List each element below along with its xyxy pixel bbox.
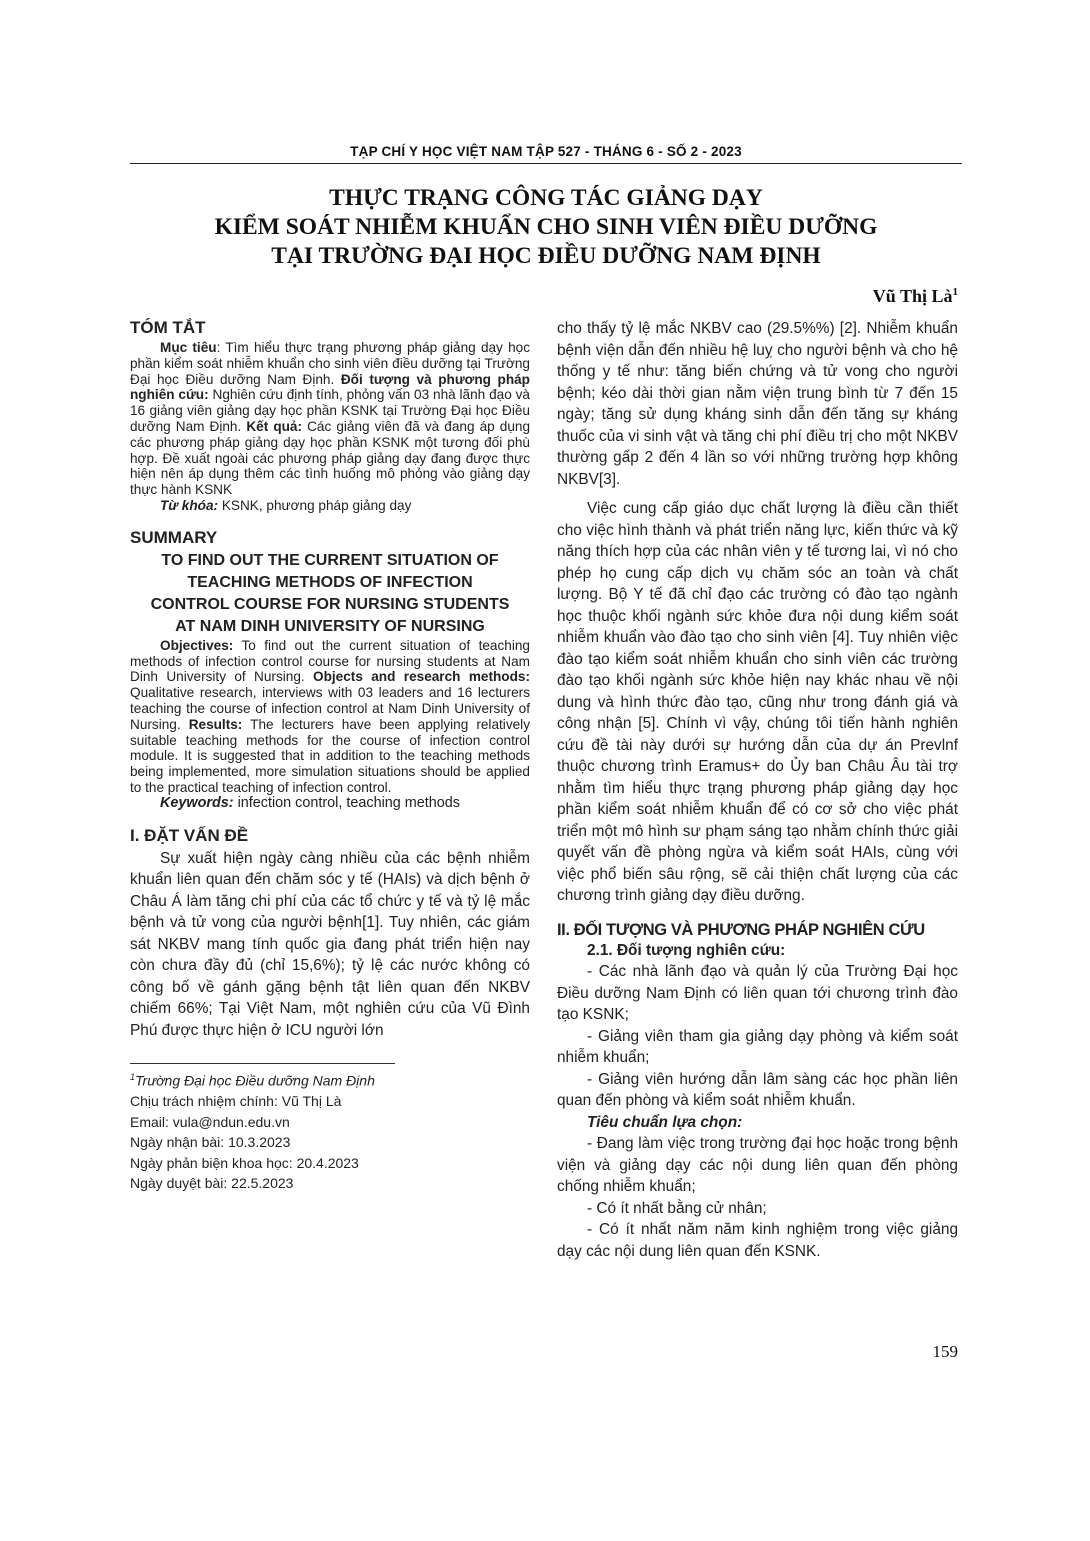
objective-label: Mục tiêu (160, 340, 217, 355)
left-column (130, 318, 530, 1194)
summary-title-line-2: TEACHING METHODS OF INFECTION (187, 573, 473, 591)
author-name: Vũ Thị Là (872, 286, 953, 306)
subject-item-1: - Các nhà lãnh đạo và quản lý của Trường Đại học Điều dưỡng Nam Định có liên quan tới chương trình đào tạo KSNK; (557, 963, 958, 1023)
title-line-1: THỰC TRẠNG CÔNG TÁC GIẢNG DẠY (329, 185, 763, 211)
title-line-3: TẠI TRƯỜNG ĐẠI HỌC ĐIỀU DƯỠNG NAM ĐỊNH (271, 243, 821, 269)
abstract-vi-body (130, 340, 530, 498)
keywords-en-label: Keywords: (160, 794, 234, 811)
section-1-heading: I. ĐẶT VẤN ĐỀ (130, 825, 249, 845)
criteria-item-3: - Có ít nhất năm năm kinh nghiệm trong việc giảng dạy các nội dung liên quan đến KSNK. (557, 1221, 958, 1260)
methods-text: Nghiên cứu định tính, phỏng vấn 03 nhà lãnh đạo và 16 giảng viên giảng dạy học phần KSNK tại Trường Đại học Điều dưỡng Nam Định. (130, 387, 530, 434)
footnote-email: Email: vula@ndun.edu.vn (130, 1113, 290, 1130)
criteria-heading: Tiêu chuẩn lựa chọn: (587, 1113, 743, 1131)
keywords-en-text: infection control, teaching methods (233, 794, 460, 811)
subject-item-3: - Giảng viên hướng dẫn lâm sàng các học phần liên quan đến phòng và kiểm soát nhiễm khuẩn. (557, 1070, 958, 1109)
right-column (557, 318, 958, 1262)
section-1-continuation: cho thấy tỷ lệ mắc NKBV cao (29.5%%) [2]. Nhiễm khuẩn bệnh viện dẫn đến nhiều hệ luỵ cho người bệnh và cho hệ thống y tế như: tăng biến chứng và tử vong cho người bệnh; kéo dài thời gian nằm viện trung bình từ 7 đến 15 ngày; tăng sử dụng kháng sinh dẫn đến tăng sự kháng thuốc của vi sinh vật và tăng chi phí điều trị cho một NKBV thường gấp 2 đến 4 lần so với những trường hợp không NKBV[3]. (557, 320, 958, 488)
section-2-1-heading: 2.1. Đối tượng nghiên cứu: (587, 941, 786, 959)
footnote-reviewed: Ngày phản biện khoa học: 20.4.2023 (130, 1154, 359, 1171)
summary-title-line-3: CONTROL COURSE FOR NURSING STUDENTS (150, 595, 510, 613)
footnote-affiliation (130, 1067, 530, 1091)
subject-item-2: - Giảng viên tham gia giảng dạy phòng và kiểm soát nhiễm khuẩn; (557, 1027, 958, 1066)
footnote (130, 1067, 530, 1194)
summary-heading: SUMMARY (130, 527, 218, 547)
footnote-rule (130, 1063, 395, 1064)
summary-body (130, 638, 530, 796)
article-title (130, 184, 962, 271)
en-methods-text: Qualitative research, interviews with 03 leaders and 16 lecturers teaching the course of infection control at Nam Dinh University of Nursing. (130, 685, 530, 732)
footnote-affiliation-text: Trường Đại học Điều dưỡng Nam Định (135, 1072, 375, 1089)
keywords-vi-label: Từ khóa: (160, 497, 219, 513)
summary-title-line-4: AT NAM DINH UNIVERSITY OF NURSING (175, 617, 485, 635)
abstract-heading: TÓM TẮT (130, 318, 206, 337)
keywords-en (130, 796, 530, 812)
page-number: 159 (932, 1342, 958, 1361)
summary-title-line-1: TO FIND OUT THE CURRENT SITUATION OF (161, 551, 499, 569)
footnote-mark: 1 (130, 1072, 136, 1083)
section-1-paragraph: Sự xuất hiện ngày càng nhiều của các bệnh nhiễm khuẩn liên quan đến chăm sóc y tế (HAIs) và dịch bệnh ở Châu Á làm tăng chi phí của các tổ chức y tế và tỷ lệ mắc bệnh và tử vong của người bệnh[1]. Tuy nhiên, các giám sát NKBV mang tính quốc gia đang phát triển hiện nay còn chưa đầy đủ (chỉ 15,6%); tỷ lệ các nước không có công bố về gánh gặng bệnh tật liên quan đến NKBV chiếm 66%; Tại Việt Nam, một nghiên cứu của Vũ Đình Phú được thực hiện ở ICU người lớn (130, 849, 530, 1039)
en-methods-label: Objects and research methods: (313, 669, 530, 685)
criteria-item-1: - Đang làm việc trong trường đại học hoặc trong bệnh viện và giảng dạy các nội dung liên quan đến phòng chống nhiễm khuẩn; (557, 1135, 958, 1195)
objective-text: : Tìm hiểu thực trạng phương pháp giảng dạy học phần kiểm soát nhiễm khuẩn cho sinh viên điều dưỡng tại Trường Đại học Điều dưỡng Nam Định. (130, 340, 530, 387)
footnote-responsible: Chịu trách nhiệm chính: Vũ Thị Là (130, 1093, 342, 1110)
author-line (873, 286, 958, 307)
keywords-vi-text: KSNK, phương pháp giảng dạy (218, 497, 412, 513)
objectives-label: Objectives: (160, 637, 234, 653)
keywords-vi (130, 498, 530, 514)
methods-label: Đối tượng và phương pháp nghiên cứu: (130, 371, 530, 403)
section-1-paragraph-2: Việc cung cấp giáo dục chất lượng là điều cần thiết cho việc hình thành và phát triển năng lực, kiến thức và kỹ năng thích hợp của các nhân viên y tế tương lai, vì nó cho phép họ cung cấp dịch vụ chăm sóc an toàn và chất lượng. Bộ Y tế đã chỉ đạo các trường có đào tạo ngành học thuộc khối ngành sức khỏe đưa nội dung kiểm soát nhiễm khuẩn vào đào tạo cho sinh viên [4]. Tuy nhiên việc đào tạo kiểm soát nhiễm khuẩn cho sinh viên các trường đào tạo khối ngành sức khỏe hiện nay khác nhau về nội dung và hình thức đào tạo, cũng như trong đánh giá và công nhận [5]. Chính vì vậy, chúng tôi tiến hành nghiên cứu đề tài này dưới sự hướng dẫn của dự án Prevlnf thuộc chương trình Eramus+ do Ủy ban Châu Âu tài trợ nhằm tìm hiểu thực trạng phương pháp giảng dạy học phần kiểm soát nhiễm khuẩn để có cơ sở cho việc phát triển một mô hình sư phạm sáng tạo nhằm chính thức giải quyết vấn đề phòng ngừa và kiểm soát HAIs, cùng với việc phổ biến sâu rộng, sẽ cải thiện chất lượng của các chương trình giảng dạy điều dưỡng. (557, 500, 958, 904)
journal-header: TẠP CHÍ Y HỌC VIỆT NAM TẬP 527 - THÁNG 6 - SỐ 2 - 2023 (350, 144, 742, 159)
results-text: Các giảng viên đã và đang áp dụng các phương pháp giảng dạy học phần KSNK một tương đối phù hợp. Đề xuất ngoài các phương pháp giảng dạy đang được thực hiện nên áp dụng thêm các tình huống mô phỏng vào giảng dạy thực hành KSNK (130, 418, 531, 498)
en-results-label: Results: (188, 716, 243, 732)
footnote-received: Ngày nhận bài: 10.3.2023 (130, 1134, 291, 1151)
footnote-accepted: Ngày duyệt bài: 22.5.2023 (130, 1175, 294, 1192)
criteria-item-2: - Có ít nhất bằng cử nhân; (587, 1199, 767, 1217)
header-rule (130, 163, 962, 164)
title-line-2: KIỂM SOÁT NHIỄM KHUẨN CHO SINH VIÊN ĐIỀU DƯỠNG (214, 214, 878, 240)
objectives-text: To find out the current situation of teaching methods of infection control course for nursing students at Nam Dinh University of Nursing. (130, 637, 530, 685)
summary-title (130, 550, 530, 638)
section-2-heading: II. ĐỐI TƯỢNG VÀ PHƯƠNG PHÁP NGHIÊN CỨU (557, 920, 925, 939)
author-affiliation-mark: 1 (952, 286, 958, 298)
en-results-text: The lecturers have been applying relatively suitable teaching methods for the course of infection control module. It is suggested that in addition to the teaching methods being implemented, more simulation situations should be applied to the practical teaching of infection control. (130, 716, 530, 795)
results-label: Kết quả: (246, 418, 303, 434)
